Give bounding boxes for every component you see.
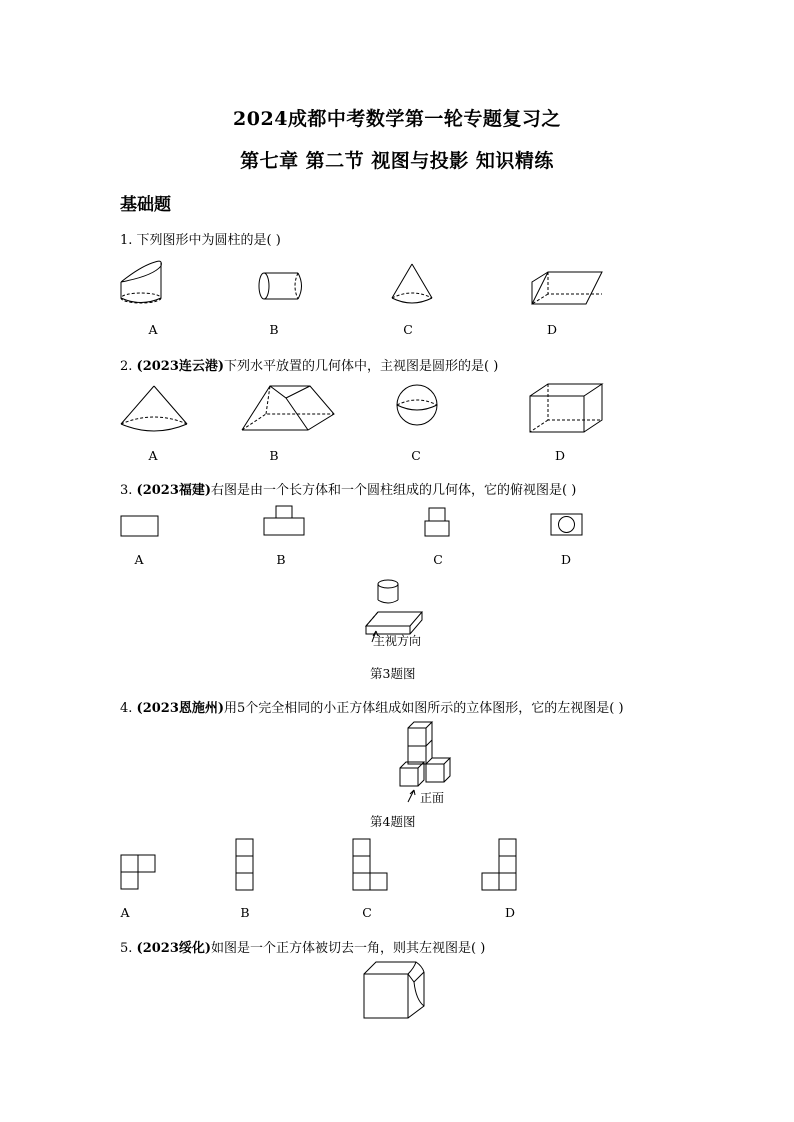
q3-figure-caption: 第3题图 bbox=[370, 666, 416, 681]
question-3-number: 3. bbox=[120, 483, 133, 498]
q2-option-b-label: B bbox=[269, 448, 279, 463]
q4-option-b-label: B bbox=[240, 905, 250, 920]
q1-option-b-label: B bbox=[269, 322, 279, 337]
question-4-number: 4. bbox=[120, 701, 133, 716]
q2-figure-a-cone bbox=[119, 384, 191, 436]
q1-figure-a-cut-cylinder bbox=[119, 260, 169, 310]
page-title-line1: 2024成都中考数学第一轮专题复习之 bbox=[233, 108, 561, 130]
q3-option-a-view bbox=[120, 512, 160, 538]
q1-option-c-label: C bbox=[403, 322, 413, 337]
question-1-text: 下列图形中为圆柱的是( ) bbox=[136, 233, 281, 248]
q4-option-c-view bbox=[352, 838, 392, 892]
q4-front-note: 正面 bbox=[420, 791, 445, 805]
q2-option-d-label: D bbox=[554, 448, 566, 463]
question-1-number: 1. bbox=[120, 233, 133, 248]
q1-option-a-label: A bbox=[148, 322, 158, 337]
q4-option-a-view bbox=[120, 854, 160, 892]
q4-option-a-label: A bbox=[120, 905, 130, 920]
q1-figure-b-cylinder bbox=[258, 270, 310, 306]
question-2-text: 下列水平放置的几何体中，主视图是圆形的是( ) bbox=[224, 359, 499, 374]
q4-option-c-label: C bbox=[362, 905, 372, 920]
q5-cut-cube-figure bbox=[360, 960, 432, 1020]
question-4-source: (2023恩施州) bbox=[136, 701, 225, 716]
question-2-source: (2023连云港) bbox=[136, 359, 225, 374]
q3-option-c-view bbox=[424, 505, 452, 539]
q1-figure-c-cone bbox=[390, 262, 436, 308]
question-3-source: (2023福建) bbox=[136, 483, 212, 498]
q4-option-d-view bbox=[481, 838, 521, 892]
q1-figure-d-prism bbox=[530, 268, 604, 308]
q2-figure-d-cuboid bbox=[528, 382, 608, 436]
q3-direction-note: 主视方向 bbox=[373, 634, 422, 648]
q2-figure-c-sphere bbox=[396, 384, 440, 428]
question-3 bbox=[120, 479, 576, 498]
page-title-line2: 第七章 第二节 视图与投影 知识精练 bbox=[240, 150, 554, 172]
question-5-number: 5. bbox=[120, 941, 133, 956]
q2-option-c-label: C bbox=[411, 448, 421, 463]
q4-option-d-label: D bbox=[504, 905, 516, 920]
question-3-text: 右图是由一个长方体和一个圆柱组成的几何体，它的俯视图是( ) bbox=[211, 483, 577, 498]
q3-option-b-view bbox=[263, 504, 307, 538]
q4-option-b-view bbox=[234, 838, 256, 892]
q3-option-d-label: D bbox=[560, 552, 572, 567]
question-1 bbox=[120, 229, 281, 248]
q1-option-d-label: D bbox=[546, 322, 558, 337]
section-label: 基础题 bbox=[120, 195, 171, 215]
q3-option-d-view bbox=[550, 512, 584, 538]
question-5-text: 如图是一个正方体被切去一角，则其左视图是( ) bbox=[211, 941, 486, 956]
q3-option-a-label: A bbox=[134, 552, 144, 567]
question-2-number: 2. bbox=[120, 359, 133, 374]
question-4-text: 用5个完全相同的小正方体组成如图所示的立体图形，它的左视图是( ) bbox=[224, 701, 624, 716]
question-2 bbox=[120, 355, 498, 374]
question-5 bbox=[120, 937, 485, 956]
q3-option-c-label: C bbox=[433, 552, 443, 567]
q2-option-a-label: A bbox=[148, 448, 158, 463]
q3-option-b-label: B bbox=[276, 552, 286, 567]
question-5-source: (2023绥化) bbox=[136, 941, 212, 956]
q2-figure-b-frustum bbox=[240, 384, 336, 436]
question-4 bbox=[120, 697, 624, 716]
q4-figure-caption: 第4题图 bbox=[370, 814, 416, 829]
